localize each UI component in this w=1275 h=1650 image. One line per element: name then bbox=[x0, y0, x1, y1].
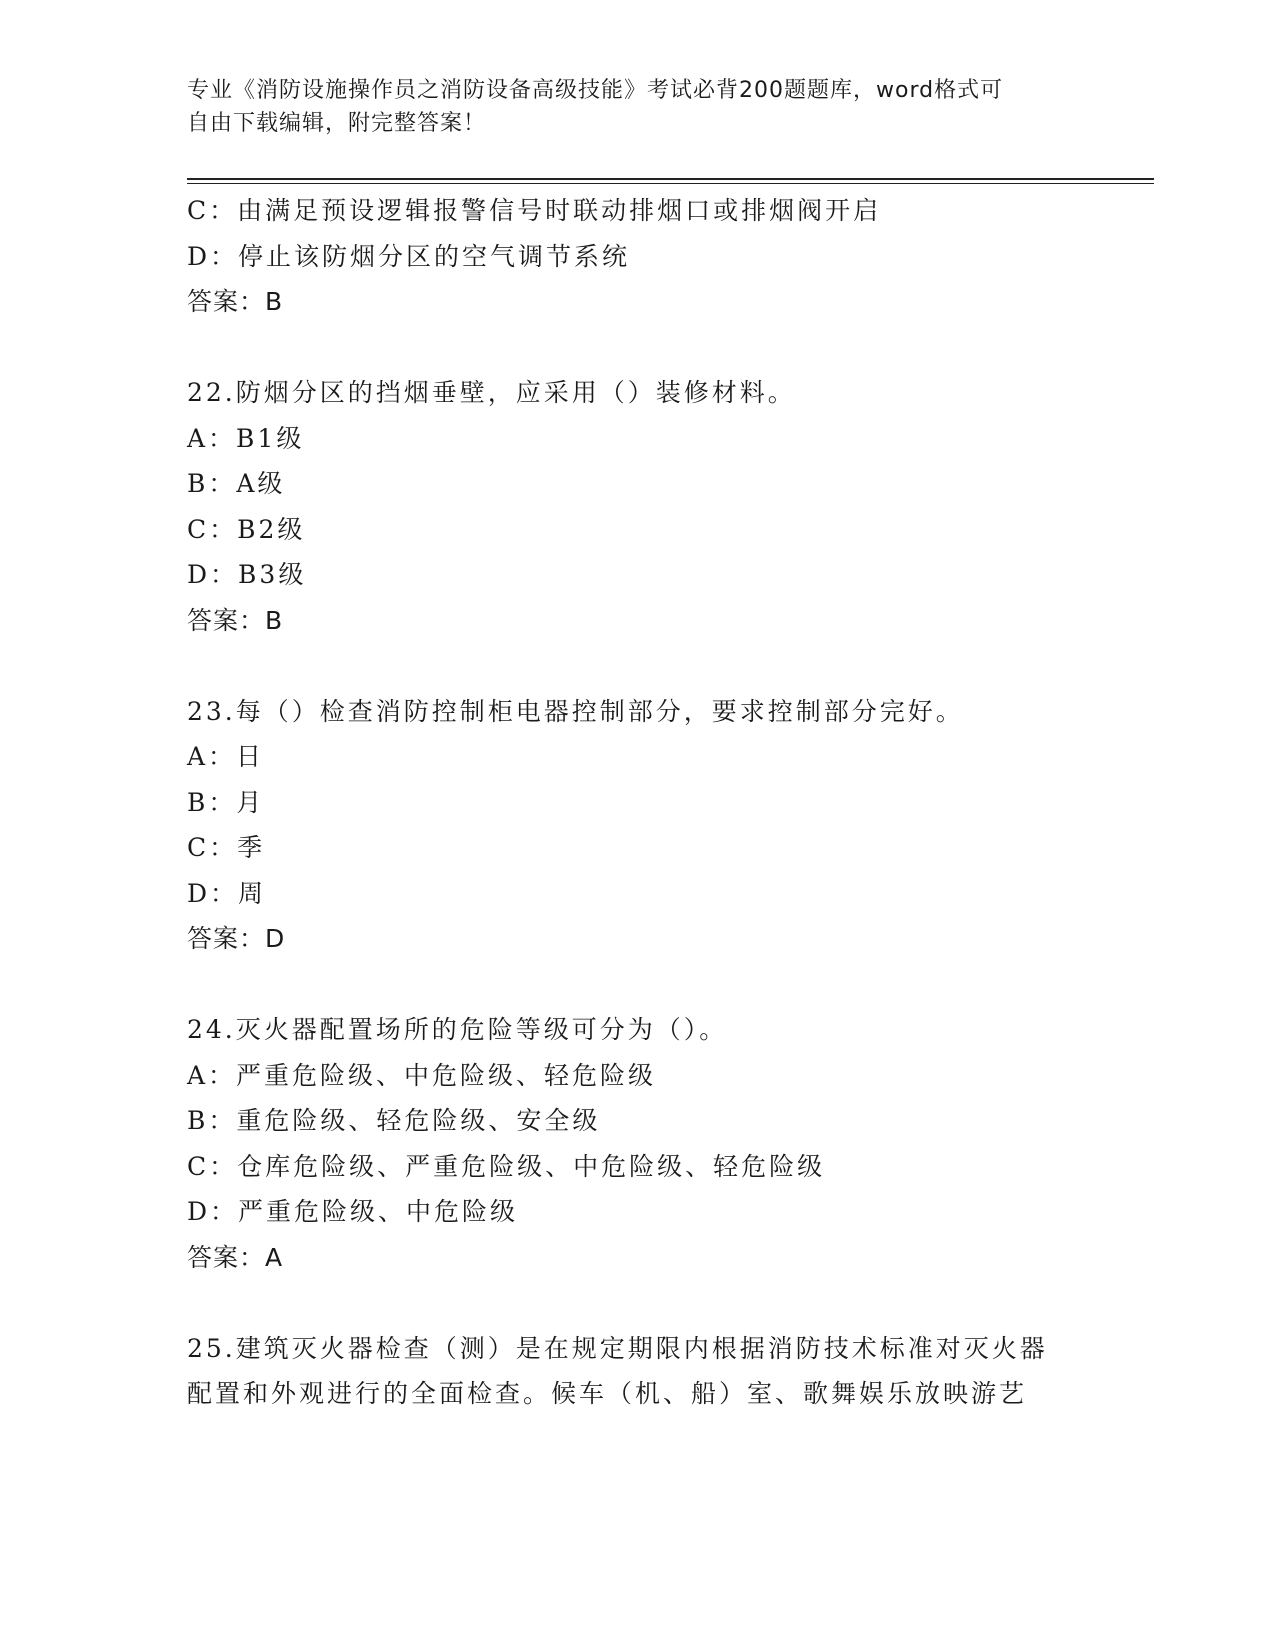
option-c: C：仓库危险级、严重危险级、中危险级、轻危险级 bbox=[187, 1151, 826, 1181]
answer-line: 答案：B bbox=[187, 605, 284, 635]
document-header bbox=[187, 74, 1087, 140]
answer-line: 答案：A bbox=[187, 1242, 284, 1272]
option-a: A：严重危险级、中危险级、轻危险级 bbox=[187, 1060, 657, 1090]
answer-line: 答案：D bbox=[187, 924, 286, 953]
question-stem-line-1: 25.建筑灭火器检查（测）是在规定期限内根据消防技术标准对灭火器 bbox=[187, 1333, 1048, 1363]
option-b: B：月 bbox=[187, 787, 265, 817]
header-line-2: 自由下载编辑，附完整答案！ bbox=[187, 111, 487, 136]
option-c: C：B2级 bbox=[187, 514, 306, 544]
header-divider-thin bbox=[187, 183, 1154, 184]
spacer bbox=[187, 643, 1147, 689]
answer-line: 答案：B bbox=[187, 287, 284, 316]
option-b: B：重危险级、轻危险级、安全级 bbox=[187, 1106, 601, 1135]
document-body bbox=[187, 188, 1147, 1417]
spacer bbox=[187, 962, 1147, 1008]
option-d: D：B3级 bbox=[187, 560, 307, 589]
question-stem: 24.灭火器配置场所的危险等级可分为（）。 bbox=[187, 1015, 728, 1044]
header-line-1: 专业《消防设施操作员之消防设备高级技能》考试必背200题题库，word格式可 bbox=[187, 78, 1004, 103]
question-stem-line-2: 配置和外观进行的全面检查。候车（机、船）室、歌舞娱乐放映游艺 bbox=[187, 1379, 1028, 1408]
option-c: C：季 bbox=[187, 833, 266, 862]
option-a: A：日 bbox=[187, 742, 265, 771]
option-d: D：严重危险级、中危险级 bbox=[187, 1197, 519, 1226]
option-d: D：停止该防烟分区的空气调节系统 bbox=[187, 241, 631, 271]
question-stem: 23.每（）检查消防控制柜电器控制部分，要求控制部分完好。 bbox=[187, 696, 964, 726]
spacer bbox=[187, 1280, 1147, 1326]
header-divider-thick bbox=[187, 178, 1154, 180]
spacer bbox=[187, 325, 1147, 371]
option-d: D：周 bbox=[187, 878, 267, 908]
option-a: A：B1级 bbox=[187, 423, 305, 453]
option-c: C：由满足预设逻辑报警信号时联动排烟口或排烟阀开启 bbox=[187, 196, 882, 225]
question-stem: 22.防烟分区的挡烟垂壁，应采用（）装修材料。 bbox=[187, 378, 796, 407]
option-b: B：A级 bbox=[187, 469, 286, 498]
